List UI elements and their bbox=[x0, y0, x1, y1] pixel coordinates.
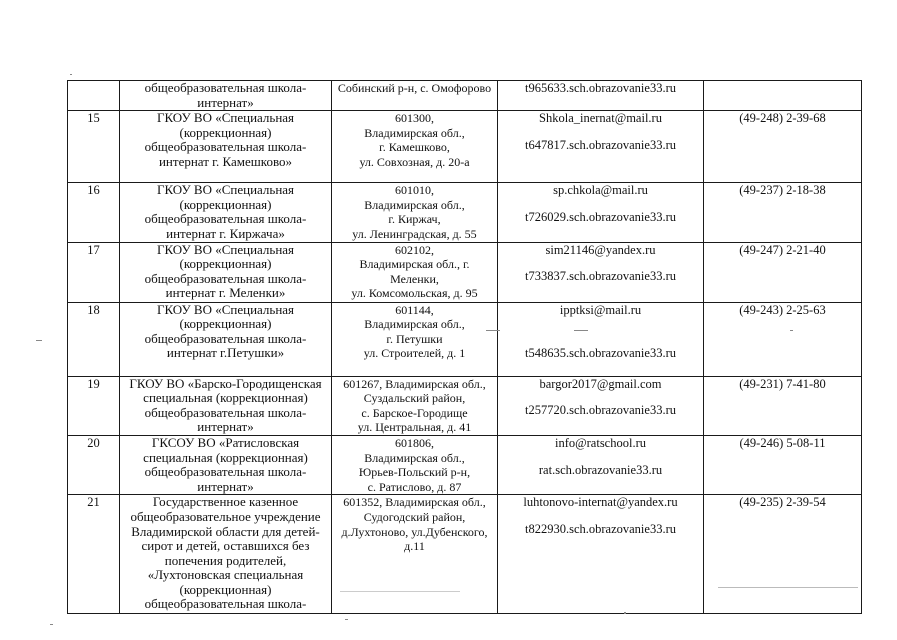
row-number: 19 bbox=[68, 376, 120, 435]
contact-spacer bbox=[500, 451, 701, 463]
scan-speck bbox=[70, 74, 72, 75]
table-row bbox=[68, 242, 862, 302]
row-number: 15 bbox=[68, 111, 120, 183]
school-contacts bbox=[498, 183, 704, 242]
school-phone: (49-247) 2-21-40 bbox=[704, 242, 862, 302]
school-website: t726029.sch.obrazovanie33.ru bbox=[524, 209, 676, 224]
row-number: 16 bbox=[68, 183, 120, 242]
row-number: 18 bbox=[68, 302, 120, 376]
scan-speck bbox=[718, 587, 858, 588]
contact-spacer bbox=[500, 510, 701, 522]
schools-table bbox=[67, 80, 862, 614]
contact-spacer bbox=[500, 257, 701, 269]
scan-speck bbox=[574, 330, 588, 331]
row-number: 20 bbox=[68, 435, 120, 494]
school-contacts bbox=[498, 81, 704, 111]
school-address: 601300, Владимирская обл., г. Камешково, ул. Совхозная, д. 20-а bbox=[332, 111, 498, 183]
scan-speck bbox=[486, 330, 500, 331]
scan-speck bbox=[50, 624, 53, 625]
table-row bbox=[68, 376, 862, 435]
table-row bbox=[68, 302, 862, 376]
table-row bbox=[68, 495, 862, 614]
contact-spacer bbox=[500, 198, 701, 210]
school-address: 601806, Владимирская обл., Юрьев-Польский р-н, с. Ратислово, д. 87 bbox=[332, 435, 498, 494]
scan-speck bbox=[624, 612, 626, 614]
school-contacts bbox=[498, 111, 704, 183]
school-website: t548635.sch.obrazovanie33.ru bbox=[524, 346, 676, 361]
school-contacts bbox=[498, 435, 704, 494]
contact-spacer bbox=[500, 391, 701, 403]
school-name: ГКОУ ВО «Барско-Городищенская специальная (коррекционная) общеобразовательная школа- интернат» bbox=[120, 376, 332, 435]
school-email: ipptksi@mail.ru bbox=[559, 302, 642, 317]
school-phone: (49-235) 2-39-54 bbox=[704, 495, 862, 614]
scan-speck bbox=[345, 619, 348, 620]
schools-table-body bbox=[68, 81, 862, 614]
school-website: t733837.sch.obrazovanie33.ru bbox=[524, 269, 676, 284]
school-phone: (49-246) 5-08-11 bbox=[704, 435, 862, 494]
scan-speck bbox=[36, 340, 42, 341]
school-website: t647817.sch.obrazovanie33.ru bbox=[524, 137, 676, 152]
school-name: ГКОУ ВО «Специальная (коррекционная) общеобразовательная школа- интернат г.Петушки» bbox=[120, 302, 332, 376]
school-name: Государственное казенное общеобразовательное учреждение Владимирской области для детей- сирот и детей, оставшихся без попечения родителей, «Лухтоновская специальная (коррекционная) общеобразовательная школа- bbox=[120, 495, 332, 614]
school-name: ГКОУ ВО «Специальная (коррекционная) общеобразовательная школа- интернат г. Киржача» bbox=[120, 183, 332, 242]
school-contacts bbox=[498, 495, 704, 614]
table-row bbox=[68, 111, 862, 183]
table-row bbox=[68, 81, 862, 111]
row-number: 17 bbox=[68, 242, 120, 302]
row-number bbox=[68, 81, 120, 111]
school-website: rat.sch.obrazovanie33.ru bbox=[538, 462, 663, 477]
school-name: ГКОУ ВО «Специальная (коррекционная) общеобразовательная школа- интернат г. Меленки» bbox=[120, 242, 332, 302]
school-phone: (49-243) 2-25-63 bbox=[704, 302, 862, 376]
school-email: luhtonovo-internat@yandex.ru bbox=[523, 495, 678, 510]
school-website: t822930.sch.obrazovanie33.ru bbox=[524, 521, 676, 536]
scan-speck bbox=[340, 591, 460, 592]
school-contacts bbox=[498, 242, 704, 302]
school-email: info@ratschool.ru bbox=[554, 435, 646, 450]
table-row bbox=[68, 183, 862, 242]
school-address: 602102, Владимирская обл., г. Меленки, ул. Комсомольская, д. 95 bbox=[332, 242, 498, 302]
school-name: ГКОУ ВО «Специальная (коррекционная) общеобразовательная школа- интернат г. Камешково» bbox=[120, 111, 332, 183]
school-email: Shkola_inernat@mail.ru bbox=[539, 111, 662, 126]
school-contacts bbox=[498, 376, 704, 435]
school-address: 601352, Владимирская обл., Судогодский район, д.Лухтоново, ул.Дубенского, д.11 bbox=[332, 495, 498, 614]
school-address: 601267, Владимирская обл., Суздальский район, с. Барское-Городище ул. Центральная, д. 41 bbox=[332, 376, 498, 435]
school-email: bargor2017@gmail.com bbox=[539, 376, 662, 391]
school-address: Собинский р-н, с. Омофорово bbox=[332, 81, 498, 111]
school-address: 601010, Владимирская обл., г. Киржач, ул. Ленинградская, д. 55 bbox=[332, 183, 498, 242]
school-phone: (49-248) 2-39-68 bbox=[704, 111, 862, 183]
school-website: t965633.sch.obrazovanie33.ru bbox=[524, 81, 676, 95]
school-phone: (49-231) 7-41-80 bbox=[704, 376, 862, 435]
contact-spacer bbox=[500, 317, 701, 346]
school-email: sim21146@yandex.ru bbox=[545, 242, 656, 257]
school-phone: (49-237) 2-18-38 bbox=[704, 183, 862, 242]
school-name: общеобразовательная школа- интернат» bbox=[120, 81, 332, 111]
school-website: t257720.sch.obrazovanie33.ru bbox=[524, 403, 676, 418]
table-row bbox=[68, 435, 862, 494]
school-name: ГКСОУ ВО «Ратисловская специальная (коррекционная) общеобразовательная школа- интернат» bbox=[120, 435, 332, 494]
school-contacts bbox=[498, 302, 704, 376]
school-email: sp.chkola@mail.ru bbox=[553, 183, 648, 198]
scan-speck bbox=[790, 330, 793, 331]
school-phone bbox=[704, 81, 862, 111]
contact-spacer bbox=[500, 126, 701, 138]
school-address: 601144, Владимирская обл., г. Петушки ул. Строителей, д. 1 bbox=[332, 302, 498, 376]
row-number: 21 bbox=[68, 495, 120, 614]
